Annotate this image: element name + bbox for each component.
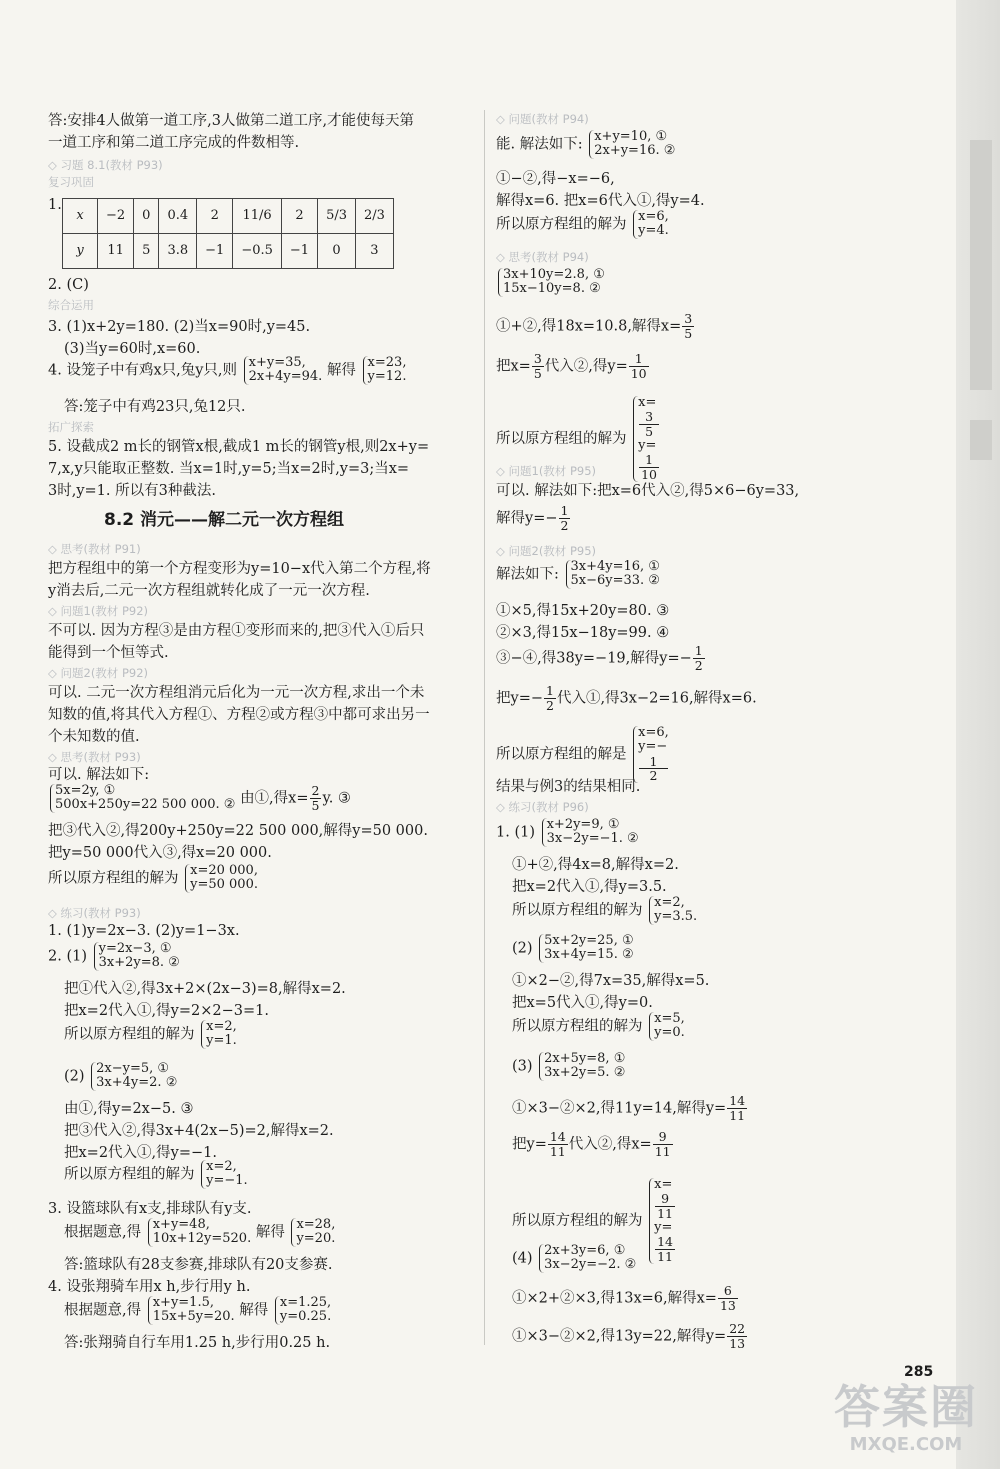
side-tab-strip <box>956 0 1000 1469</box>
watermark-text: 答案圈 <box>834 1380 978 1434</box>
text-fragment: 1. (1) <box>496 824 535 841</box>
equation <box>638 740 669 783</box>
text-line: y消去后,二元一次方程组就转化成了一元一次方程. <box>48 583 370 599</box>
denominator: 2 <box>546 697 554 713</box>
text-line: 解得x=6. 把x=6代入①,得y=4. <box>496 193 705 209</box>
table-cell: −2 <box>98 199 134 234</box>
equation: 3x−2y=−2. ② <box>544 1257 637 1273</box>
equation: x=2, <box>206 1159 237 1174</box>
text-fragment: 代入①,得3x−2=16,解得x=6. <box>556 690 757 707</box>
numerator: 1 <box>546 683 554 698</box>
equation-system <box>566 560 660 589</box>
denominator: 11 <box>729 1107 746 1123</box>
equation-line <box>496 130 675 159</box>
equation: 2x−y=5, ① <box>96 1061 170 1076</box>
text-fragment: (2) <box>512 940 533 957</box>
numerator: 1 <box>639 755 668 770</box>
equation-system <box>291 1218 335 1247</box>
equation-system <box>201 1160 248 1189</box>
numerator: 3 <box>533 351 542 366</box>
fraction <box>639 410 659 439</box>
fraction <box>718 1284 738 1313</box>
denominator: 13 <box>719 1297 736 1313</box>
text-fragment: 所以原方程组的解为 <box>64 1166 195 1183</box>
equation: y=0. <box>654 1025 685 1041</box>
section-tag: ◇ 思考(教材 P91) <box>48 542 141 556</box>
denominator: 5 <box>311 797 320 813</box>
equation-line <box>496 818 639 847</box>
equation: 3x+10y=2.8, ① <box>503 267 605 282</box>
equation-line <box>64 1218 335 1247</box>
equation: y=2x−3, ① <box>98 941 172 956</box>
equation: y=3.5. <box>654 909 698 925</box>
text-fragment: 解得y=− <box>496 510 558 527</box>
denominator: 13 <box>729 1335 746 1351</box>
text-fragment: ①×3−②×2,得11y=14,解得y= <box>512 1100 727 1117</box>
text-line: 结果与例3的结果相同. <box>496 779 641 795</box>
table-cell: 11/6 <box>233 199 282 234</box>
section-tag: ◇ 练习(教材 P93) <box>48 906 141 920</box>
text-line: 3. (1)x+2y=180. (2)当x=90时,y=45. <box>48 319 311 335</box>
text-fragment: 能. 解法如下: <box>496 136 583 153</box>
text-fragment: 把y=− <box>496 690 543 707</box>
text-line: ②×3,得15x−18y=99. ④ <box>496 625 670 641</box>
equation-system <box>244 356 323 385</box>
equation: x+y=10, ① <box>594 129 668 144</box>
equation: x=1.25, <box>279 1295 332 1310</box>
text-line: 把x=2代入①,得y=−1. <box>64 1145 217 1161</box>
equation-line <box>64 1062 177 1091</box>
denominator: 5 <box>645 424 654 440</box>
table-cell: x <box>63 199 98 234</box>
fraction <box>727 1322 747 1351</box>
equation-system <box>185 864 258 893</box>
equation-line <box>496 684 757 713</box>
text-fragment: (2) <box>64 1068 85 1085</box>
table-cell: 11 <box>98 234 134 269</box>
numerator: 1 <box>560 503 569 518</box>
fraction <box>653 1130 673 1159</box>
equation-line <box>48 356 406 385</box>
text-line: ①×2−②,得7x=35,解得x=5. <box>512 973 710 989</box>
denominator: 11 <box>657 1206 674 1222</box>
text-line: 答:笼子中有鸡23只,兔12只. <box>64 399 246 415</box>
table-cell: 0 <box>318 234 356 269</box>
equation: x=2, <box>654 895 685 910</box>
text-fragment: 根据题意,得 <box>64 1302 142 1319</box>
text-line: 把y=50 000代入③,得x=20 000. <box>48 845 272 861</box>
section-tag: ◇ 问题1(教材 P92) <box>48 604 149 618</box>
table-cell: 2 <box>281 199 317 234</box>
equation-line <box>512 1322 748 1351</box>
fraction <box>693 644 705 673</box>
text-line: (3)当y=60时,x=60. <box>64 341 201 357</box>
equation: 3x+2y=8. ② <box>98 955 180 971</box>
equation-system <box>649 1012 685 1041</box>
equation-system <box>94 942 180 971</box>
text-fragment: 解法如下: <box>496 566 559 583</box>
section-tag: ◇ 练习(教材 P96) <box>496 800 589 814</box>
text-fragment: 所以原方程组的解为 <box>512 1018 643 1035</box>
equation-line <box>512 1284 739 1313</box>
equation-line <box>512 1244 636 1273</box>
equation: 2x+y=16. ② <box>594 143 676 159</box>
text-fragment: x= <box>654 1177 673 1192</box>
equation <box>654 1221 676 1264</box>
equation-system <box>148 1218 252 1247</box>
equation-line <box>496 560 660 589</box>
text-line: 5. 设截成2 m长的钢管x根,截成1 m长的钢管y根,则2x+y= <box>48 439 430 455</box>
table-cell: 3.8 <box>159 234 197 269</box>
equation: x+y=1.5, <box>152 1295 214 1310</box>
equation-line <box>64 1020 237 1049</box>
text-line: ①×5,得15x+20y=80. ③ <box>496 603 670 619</box>
equation: 2x+4y=94. <box>248 369 323 385</box>
section-tag: ◇ 思考(教材 P93) <box>48 750 141 764</box>
equation: 5x=2y, ① <box>55 783 116 798</box>
text-fragment: 所以原方程组的解是 <box>496 746 627 763</box>
table-cell: 0 <box>134 199 159 234</box>
equation-system <box>649 1178 676 1264</box>
equation-line <box>512 934 634 963</box>
text-fragment: x= <box>638 395 657 410</box>
text-fragment: (3) <box>512 1058 533 1075</box>
fraction <box>682 312 694 341</box>
text-fragment: ①×2+②×3,得13x=6,解得x= <box>512 1290 717 1307</box>
table-cell: −1 <box>197 234 233 269</box>
section-title: 8.2 消元——解二元一次方程组 <box>104 510 345 530</box>
equation-system <box>633 210 669 239</box>
text-line: 3时,y=1. 所以有3种截法. <box>48 483 216 499</box>
numerator: 3 <box>684 311 693 326</box>
equation-line <box>496 504 571 533</box>
denominator: 11 <box>549 1143 566 1159</box>
equation-system <box>148 1296 235 1325</box>
equation: y=12. <box>367 369 407 385</box>
equation-system <box>539 934 633 963</box>
text-line: ①−②,得−x=−6, <box>496 171 615 187</box>
equation-line <box>512 1052 625 1081</box>
text-line: 把③代入②,得3x+4(2x−5)=2,解得x=2. <box>64 1123 334 1139</box>
column-divider <box>484 110 485 1345</box>
numerator: 9 <box>655 1192 675 1207</box>
xy-value-table <box>62 198 394 269</box>
denominator: 2 <box>694 657 703 673</box>
text-fragment: 代入②,得y= <box>544 358 628 375</box>
section-tag: ◇ 思考(教材 P94) <box>496 250 589 264</box>
text-fragment: ①×3−②×2,得13y=22,解得y= <box>512 1328 727 1345</box>
equation-line <box>496 726 669 783</box>
equation-line <box>496 210 669 239</box>
text-line: 把①代入②,得3x+2×(2x−3)=8,解得x=2. <box>64 981 346 997</box>
text-line: 知数的值,将其代入方程①、方程②或方程③中都可求出另一 <box>48 707 430 723</box>
fraction <box>532 352 544 381</box>
equation: x=6, <box>638 725 669 740</box>
equation-system <box>539 1244 636 1273</box>
section-tag: ◇ 问题2(教材 P92) <box>48 666 149 680</box>
text-fragment: 把x= <box>496 358 531 375</box>
equation <box>638 396 660 439</box>
text-fragment: 所以原方程组的解为 <box>64 1026 195 1043</box>
text-fragment: y=− <box>638 739 668 755</box>
text-fragment: (4) <box>512 1250 533 1267</box>
text-fragment: 解得 <box>326 362 356 379</box>
table-cell: 5/3 <box>318 199 356 234</box>
table-cell: 3 <box>355 234 393 269</box>
text-line: 1. (1)y=2x−3. (2)y=1−3x. <box>48 923 240 939</box>
text-line: 答:安排4人做第一道工序,3人做第二道工序,才能使每天第 <box>48 113 415 129</box>
equation: 15x−10y=8. ② <box>503 281 601 297</box>
text-line: 答:张翔骑自行车用1.25 h,步行用0.25 h. <box>64 1335 331 1351</box>
equation: 3x+4y=15. ② <box>544 947 634 963</box>
equation: y=0.25. <box>279 1309 332 1325</box>
equation: x=28, <box>296 1217 336 1232</box>
denominator: 2 <box>649 768 658 784</box>
equation-system <box>201 1020 237 1049</box>
equation: x=23, <box>367 355 407 370</box>
fraction <box>310 784 322 813</box>
equation-system <box>498 268 605 297</box>
equation-line <box>512 1130 674 1159</box>
numerator: 3 <box>639 410 659 425</box>
equation-system <box>649 896 697 925</box>
section-tag: ◇ 问题(教材 P94) <box>496 112 589 126</box>
text-line: 一道工序和第二道工序完成的件数相等. <box>48 135 300 151</box>
equation: 3x+4y=16, ① <box>570 559 660 574</box>
equation <box>654 1178 676 1221</box>
equation-system <box>275 1296 331 1325</box>
text-line: 答:篮球队有28支参赛,排球队有20支参赛. <box>64 1257 333 1273</box>
equation: 10x+12y=520. <box>152 1231 252 1247</box>
fraction <box>548 1130 568 1159</box>
numerator: 1 <box>629 352 649 367</box>
equation-system <box>539 1052 625 1081</box>
numerator: 2 <box>311 783 320 799</box>
equation-line <box>48 864 258 893</box>
equation-system <box>363 356 407 385</box>
text-line: 把x=2代入①,得y=2×2−3=1. <box>64 1003 269 1019</box>
numerator: 1 <box>694 643 703 658</box>
text-line: 能得到一个恒等式. <box>48 645 169 661</box>
text-fragment: 所以原方程组的解为 <box>496 430 627 447</box>
section-tag: ◇ 问题1(教材 P95) <box>496 464 597 478</box>
equation-line <box>64 1296 331 1325</box>
equation-line <box>512 1012 685 1041</box>
numerator: 22 <box>729 1321 746 1336</box>
text-line: ①+②,得4x=8,解得x=2. <box>512 857 679 873</box>
text-line: 把③代入②,得200y+250y=22 500 000,解得y=50 000. <box>48 823 428 839</box>
text-line: 2. (C) <box>48 277 89 293</box>
text-line: 把x=5代入①,得y=0. <box>512 995 653 1011</box>
question-number: 1. <box>48 197 62 213</box>
equation: x+y=35, <box>248 355 306 370</box>
equation-line <box>64 1160 248 1189</box>
table-cell: 0.4 <box>159 199 197 234</box>
section-tag: 复习巩固 <box>48 175 94 189</box>
text-line: 可以. 解法如下:把x=6代入②,得5×6−6y=33, <box>496 483 800 499</box>
section-tag: ◇ 问题2(教材 P95) <box>496 544 597 558</box>
equation-line <box>48 784 351 813</box>
fraction <box>629 352 649 381</box>
table-cell: 2 <box>197 199 233 234</box>
text-fragment: 代入②,得x= <box>568 1136 652 1153</box>
watermark-url: MXQE.COM <box>849 1434 963 1455</box>
denominator: 10 <box>641 466 658 482</box>
equation-line <box>496 268 605 297</box>
equation: x=5, <box>654 1011 685 1026</box>
fraction <box>655 1192 675 1221</box>
equation-line <box>512 1094 748 1123</box>
equation-line <box>496 352 650 381</box>
table-row <box>63 199 394 234</box>
page-number: 285 <box>904 1364 934 1380</box>
numerator: 9 <box>653 1130 673 1145</box>
fraction <box>559 504 571 533</box>
section-tag: 综合运用 <box>48 298 94 312</box>
equation: x+2y=9, ① <box>546 817 620 832</box>
denominator: 5 <box>684 325 693 341</box>
section-tag: 拓广探索 <box>48 420 94 434</box>
equation <box>638 439 660 482</box>
text-line: 由①,得y=2x−5. ③ <box>64 1101 194 1117</box>
text-line: 4. 设张翔骑车用x h,步行用y h. <box>48 1279 251 1295</box>
denominator: 11 <box>657 1248 674 1264</box>
equation-system <box>91 1062 177 1091</box>
equation-line <box>48 942 180 971</box>
denominator: 11 <box>654 1143 671 1159</box>
equation: 500x+250y=22 500 000. ② <box>55 797 236 813</box>
text-fragment: 根据题意,得 <box>64 1224 142 1241</box>
fraction <box>655 1235 675 1264</box>
denominator: 10 <box>630 365 647 381</box>
text-line: 把x=2代入①,得y=3.5. <box>512 879 667 895</box>
equation: x=6, <box>638 209 669 224</box>
fraction <box>727 1094 747 1123</box>
equation: y=−1. <box>206 1173 248 1189</box>
text-fragment: 所以原方程组的解为 <box>48 870 179 887</box>
table-cell: −1 <box>281 234 317 269</box>
text-fragment: 解得 <box>255 1224 285 1241</box>
numerator: 6 <box>718 1284 738 1299</box>
text-fragment: y= <box>638 437 657 453</box>
table-cell: y <box>63 234 98 269</box>
denominator: 5 <box>533 365 542 381</box>
text-fragment: 把y= <box>512 1136 547 1153</box>
text-fragment: 2. (1) <box>48 948 87 965</box>
text-fragment: 解得 <box>239 1302 269 1319</box>
numerator: 14 <box>657 1234 674 1250</box>
equation: 3x+2y=5. ② <box>544 1065 626 1081</box>
equation: 2x+3y=6, ① <box>544 1243 626 1258</box>
equation-system <box>589 130 675 159</box>
equation: y=4. <box>638 223 669 239</box>
text-line: 个未知数的值. <box>48 729 140 745</box>
fraction <box>544 684 556 713</box>
equation-line <box>496 644 706 673</box>
text-line: 7,x,y只能取正整数. 当x=1时,y=5;当x=2时,y=3;当x= <box>48 461 410 477</box>
equation: 15x+5y=20. <box>152 1309 235 1325</box>
text-fragment: y= <box>654 1219 673 1235</box>
equation-line <box>496 312 695 341</box>
text-line: 可以. 解法如下: <box>48 767 150 783</box>
side-tab-block <box>970 140 992 390</box>
text-fragment: 由①,得x= <box>240 790 309 807</box>
text-fragment: 所以原方程组的解为 <box>512 1212 643 1229</box>
numerator: 14 <box>729 1093 746 1108</box>
table-cell: −0.5 <box>233 234 282 269</box>
text-line: 3. 设篮球队有x支,排球队有y支. <box>48 1201 252 1217</box>
text-fragment: ①+②,得18x=10.8,解得x= <box>496 318 682 335</box>
equation-system <box>542 818 639 847</box>
equation-system <box>633 396 660 482</box>
text-fragment: y. ③ <box>322 790 351 807</box>
table-cell: 2/3 <box>355 199 393 234</box>
equation: x=20 000, <box>190 863 258 878</box>
text-line: 可以. 二元一次方程组消元后化为一元一次方程,求出一个未 <box>48 685 425 701</box>
equation: 3x−2y=−1. ② <box>546 831 639 847</box>
side-tab-block <box>970 420 992 460</box>
equation: y=50 000. <box>190 877 258 893</box>
equation-system <box>50 784 235 813</box>
equation: 5x+2y=25, ① <box>544 933 634 948</box>
text-fragment: 4. 设笼子中有鸡x只,兔y只,则 <box>48 362 238 379</box>
equation: 2x+5y=8, ① <box>544 1051 626 1066</box>
table-cell: 5 <box>134 234 159 269</box>
section-tag: ◇ 习题 8.1(教材 P93) <box>48 158 163 172</box>
numerator: 14 <box>549 1129 566 1144</box>
text-fragment: 所以原方程组的解为 <box>512 902 643 919</box>
fraction <box>639 453 659 482</box>
text-line: 把方程组中的第一个方程变形为y=10−x代入第二个方程,将 <box>48 561 431 577</box>
equation: 3x+4y=2. ② <box>96 1075 178 1091</box>
denominator: 2 <box>560 517 569 533</box>
equation: x=2, <box>206 1019 237 1034</box>
equation: y=1. <box>206 1033 237 1049</box>
watermark-logo <box>826 1380 986 1457</box>
equation: 5x−6y=33. ② <box>570 573 660 589</box>
fraction <box>639 755 668 784</box>
text-fragment: 所以原方程组的解为 <box>496 216 627 233</box>
equation-system <box>633 726 669 783</box>
text-fragment: ③−④,得38y=−19,解得y=− <box>496 650 692 667</box>
numerator: 1 <box>639 453 659 468</box>
text-line: 不可以. 因为方程③是由方程①变形而来的,把③代入①后只 <box>48 623 425 639</box>
equation: y=20. <box>296 1231 336 1247</box>
table-row <box>63 234 394 269</box>
equation: x+y=48, <box>152 1217 210 1232</box>
equation-line <box>512 896 697 925</box>
